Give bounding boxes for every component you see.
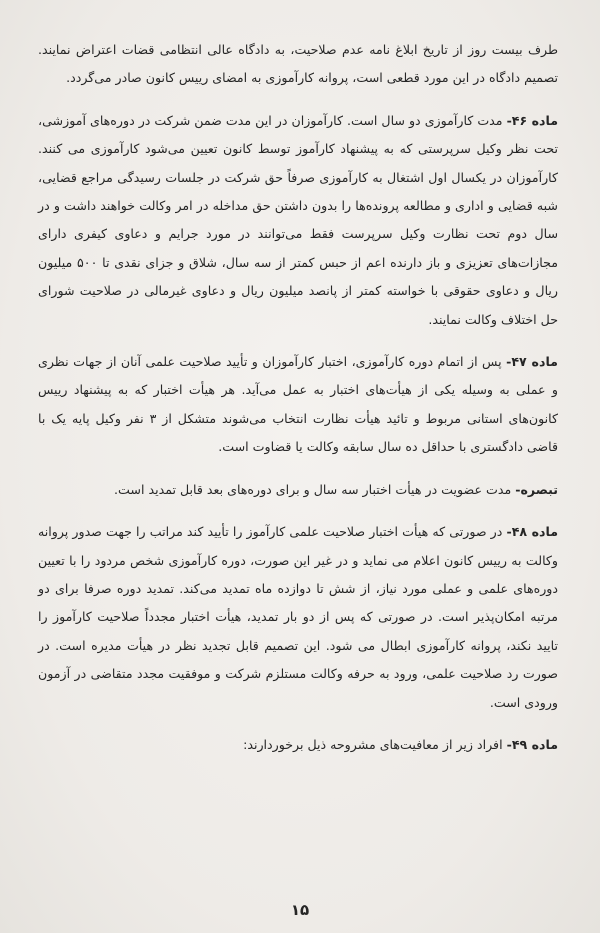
article-46: [38, 107, 558, 334]
note-label: تبصره-: [515, 481, 558, 497]
article-49: [38, 731, 558, 759]
article-label: ماده ۴۷-: [506, 354, 558, 370]
note: [38, 476, 558, 504]
article-text: در صورتی که هیأت اختبار صلاحیت علمی کارآموز را تأیید کند مراتب را جهت صدور پروانه وکالت به رییس کانون اعلام می نماید و در غیر این صورت، دوره کارآموزی شخص مردود را با تعیین دوره‌های علمی و عملی مورد نیاز، از شش تا دوازده ماه تمدید می‌کند. تمدید دوره صرفا برای دو مرتبه امکان‌پذیر است. در صورتی که پس از دو بار تمدید، هیأت اختبار مجدداً صلاحیت کارآموز را تایید نکند، پروانه کارآموزی ابطال می شود. این تصمیم قابل تجدید نظر در هیأت مدیره است. در صورت رد صلاحیت علمی، ورود به حرفه وکالت مستلزم شرکت و موفقیت مجدد متقاضی در آزمون ورودی است.: [38, 524, 558, 710]
paragraph-continuation: [38, 36, 558, 93]
paragraph-text: طرف بیست روز از تاریخ ابلاغ نامه عدم صلاحیت، به دادگاه عالی انتظامی قضات اعتراض نمایند. تصمیم دادگاه در این مورد قطعی است، پروانه کارآموزی به امضای رییس کانون صادر می‌گردد.: [38, 42, 558, 86]
body-text: [38, 36, 558, 759]
article-label: ماده ۴۹-: [506, 736, 558, 752]
article-label: ماده ۴۸-: [506, 524, 558, 540]
article-label: ماده ۴۶-: [506, 112, 559, 128]
article-48: [38, 518, 558, 717]
article-text: پس از اتمام دوره کارآموزی، اختبار کارآموزان و تأیید صلاحیت علمی آنان از جهات نظری و عملی به وسیله یکی از هیأت‌های اختبار به عمل می‌آید. هر هیأت اختبار که به پیشنهاد رییس کانون‌های استانی مربوط و تائید هیأت نظارت انتخاب می‌شوند متشکل از ۳ نفر وکیل پایه یک با قاضی دادگستری با حداقل ده سال سابقه وکالت یا قضاوت است.: [38, 354, 558, 455]
note-text: مدت عضویت در هیأت اختبار سه سال و برای دوره‌های بعد قابل تمدید است.: [114, 481, 516, 497]
article-47: [38, 348, 558, 462]
article-text: مدت کارآموزی دو سال است. کارآموزان در این مدت ضمن شرکت در دوره‌های آموزشی، تحت نظر وکیل سرپرستی که به پیشنهاد کارآموز توسط کانون تعیین می‌شود کارآموزی می کنند. کارآموزان در یکسال اول اشتغال به کارآموزی صرفاً حق شرکت در جلسات رسیدگی مراجع قضایی، شبه قضایی و اداری و مطالعه پرونده‌ها را بدون داشتن حق مداخله در امر وکالت خواهند داشت و در سال دوم تحت نظارت وکیل سرپرست فقط می‌توانند در مورد جرایم و دعاوی کیفری دارای مجازات‌های تعزیزی و باز دارنده اعم از حبس کمتر از سه سال، شلاق و جزای نقدی تا ۵۰۰ میلیون ریال و دعاوی حقوقی با خواسته کمتر از پانصد میلیون ریال و دعاوی غیرمالی در صلاحیت شورای حل اختلاف وکالت نمایند.: [38, 112, 558, 327]
article-text: افراد زیر از معافیت‌های مشروحه ذیل برخوردارند:: [243, 736, 507, 752]
page-number: ۱۵: [290, 901, 310, 919]
